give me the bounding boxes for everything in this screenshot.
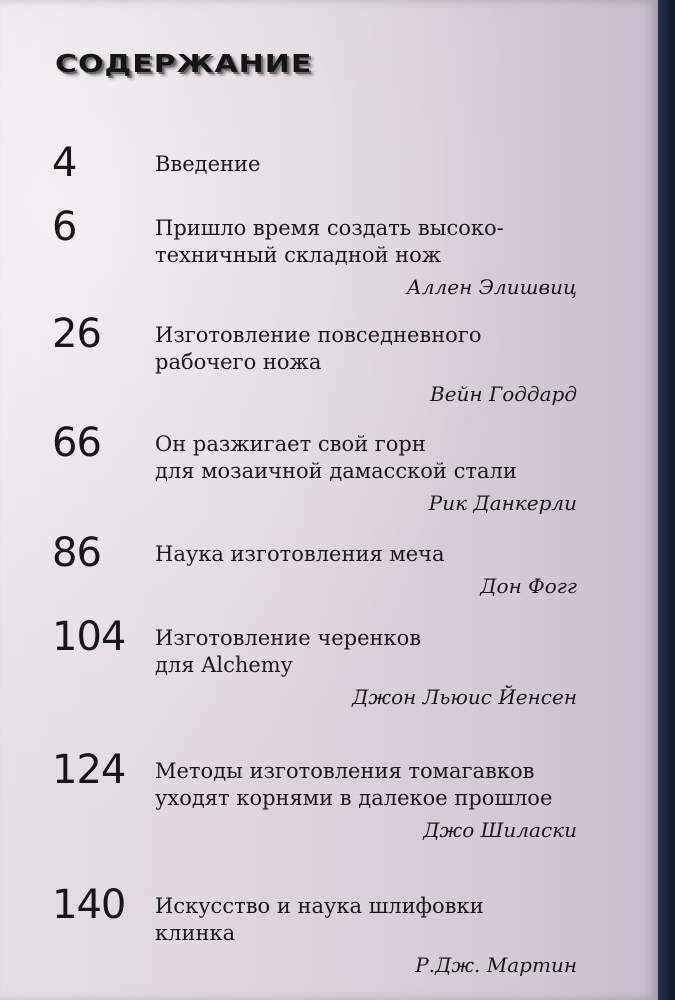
page-number: 104 <box>52 614 126 660</box>
page-number: 26 <box>52 311 101 357</box>
entry-title-line: Введение <box>155 152 261 176</box>
entry-text <box>155 541 615 600</box>
entry-title-line: рабочего ножа <box>155 350 322 374</box>
entry-text <box>155 625 615 711</box>
entry-title-line: Искусство и наука шлифовки <box>155 894 484 918</box>
page-number: 66 <box>52 420 101 466</box>
entry-text <box>155 431 615 517</box>
page-number: 124 <box>52 747 126 793</box>
entry-title-line: для Alchemy <box>155 653 293 677</box>
entry-title-line: для мозаичной дамасской стали <box>155 459 517 483</box>
entry-text <box>155 215 615 301</box>
page-number: 140 <box>52 882 126 928</box>
entry-author: Р.Дж. Мартин <box>415 953 577 977</box>
entry-title-line: Он разжигает свой горн <box>155 432 426 456</box>
page-number: 6 <box>52 204 77 250</box>
background-edge <box>658 0 675 1000</box>
entry-author: Рик Данкерли <box>428 491 577 515</box>
entry-author: Аллен Элишвиц <box>406 275 577 299</box>
entry-author: Дон Фогг <box>480 574 577 598</box>
entry-title-line: Пришло время создать высоко- <box>155 216 504 240</box>
page-number: 86 <box>52 530 101 576</box>
contents-heading: СОДЕРЖАНИЕ <box>55 50 313 79</box>
page-number: 4 <box>52 140 77 186</box>
entry-text <box>155 893 615 979</box>
entry-text <box>155 322 615 408</box>
entry-title-line: Методы изготовления томагавков <box>155 759 535 783</box>
entry-author: Джо Шиласки <box>423 818 577 842</box>
entry-author: Джон Льюис Йенсен <box>352 685 577 709</box>
entry-title-line: уходят корнями в далекое прошлое <box>155 786 553 810</box>
entry-text <box>155 151 615 178</box>
entry-title-line: Наука изготовления меча <box>155 542 445 566</box>
entry-title-line: Изготовление черенков <box>155 626 422 650</box>
entry-title-line: клинка <box>155 921 236 945</box>
entry-text <box>155 758 615 844</box>
entry-title-line: Изготовление повседневного <box>155 323 482 347</box>
entry-title-line: техничный складной нож <box>155 243 442 267</box>
entry-author: Вейн Годдард <box>430 382 577 406</box>
